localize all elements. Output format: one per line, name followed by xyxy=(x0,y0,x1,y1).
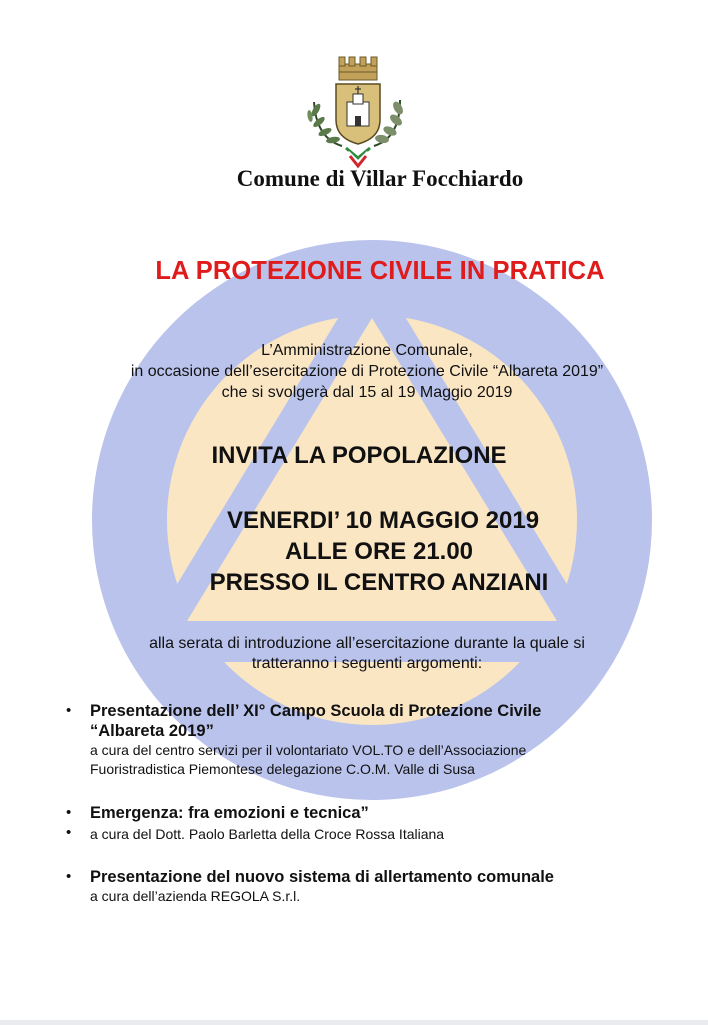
intro-text xyxy=(0,340,708,403)
municipality-name: Comune di Villar Focchiardo xyxy=(236,166,524,191)
bullet-icon: • xyxy=(66,868,72,885)
event-place: PRESSO IL CENTRO ANZIANI xyxy=(209,569,549,596)
municipal-coat-of-arms-icon xyxy=(292,54,420,174)
list-item xyxy=(62,825,662,844)
intro-line: in occasione dell’esercitazione di Protezione Civile “Albareta 2019” xyxy=(130,363,604,380)
topic-title: Presentazione dell’ XI° Campo Scuola di Protezione Civile xyxy=(90,702,542,720)
list-item xyxy=(62,867,662,906)
invitation-heading: INVITA LA POPOLAZIONE xyxy=(211,442,507,469)
intro-line: L’Amministrazione Comunale, xyxy=(261,342,473,359)
list-item xyxy=(62,701,662,779)
topic-title: Presentazione del nuovo sistema di allertamento comunale xyxy=(90,868,554,886)
event-time: ALLE ORE 21.00 xyxy=(284,538,474,565)
evening-line: tratteranno i seguenti argomenti: xyxy=(251,655,483,672)
topic-title: Emergenza: fra emozioni e tecnica” xyxy=(90,804,369,822)
topic-description: a cura dell’azienda REGOLA S.r.l. xyxy=(90,888,301,904)
topic-description: a cura del centro servizi per il volontariato VOL.TO e dell’Associazione xyxy=(90,742,527,758)
page-divider xyxy=(0,1020,708,1025)
list-item xyxy=(62,803,662,823)
topic-title: “Albareta 2019” xyxy=(90,722,214,740)
intro-line: che si svolgerà dal 15 al 19 Maggio 2019 xyxy=(221,384,513,401)
topics-list xyxy=(62,701,662,906)
evening-line: alla serata di introduzione all’esercitazione durante la quale si xyxy=(149,635,585,652)
event-date: VENERDI’ 10 MAGGIO 2019 xyxy=(226,507,540,534)
evening-description xyxy=(0,634,708,674)
topic-description: Fuoristradistica Piemontese delegazione C.O.M. Valle di Susa xyxy=(90,761,475,777)
event-details xyxy=(0,505,708,598)
bullet-icon: • xyxy=(66,824,72,841)
bullet-icon: • xyxy=(66,702,72,719)
bullet-icon: • xyxy=(66,804,72,821)
topic-description: a cura del Dott. Paolo Barletta della Croce Rossa Italiana xyxy=(90,826,445,842)
poster-title: LA PROTEZIONE CIVILE IN PRATICA xyxy=(155,257,605,285)
